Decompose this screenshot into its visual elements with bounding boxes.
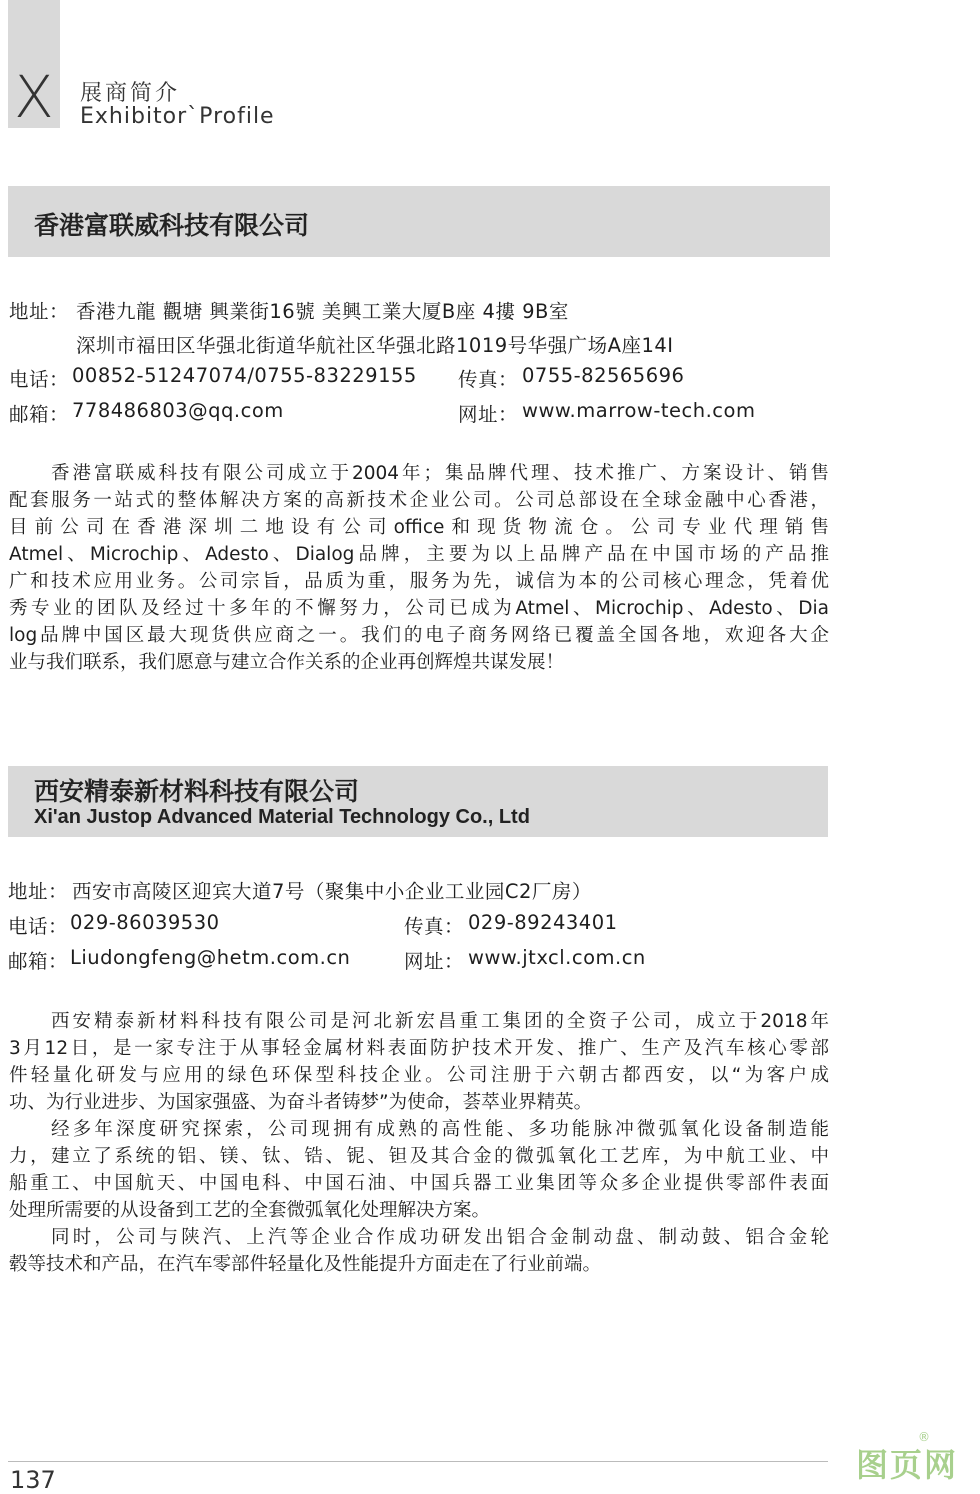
description-line: 处理所需要的从设备到工艺的全套微弧氧化处理解决方案。 [9, 1200, 491, 1221]
company1-email-label: 邮箱： [9, 403, 70, 426]
description-line: 力，建立了系统的铝、镁、钛、锆、铌、钽及其合金的微弧氧化工艺库，为中航工业、中 [9, 1146, 829, 1167]
section-title-cn: 展商简介 [80, 81, 181, 106]
company1-phone-label: 电话： [9, 368, 70, 391]
registered-mark: ® [918, 1430, 930, 1444]
company1-address-1: 香港九龍 觀塘 興業街16號 美興工業大厦B座 4摟 9B室 [76, 300, 569, 323]
description-line: 香港富联威科技有限公司成立于2004年；集品牌代理、技术推广、方案设计、销售 [51, 463, 829, 484]
footer-divider [8, 1461, 828, 1462]
company2-email[interactable]: Liudongfeng@hetm.com.cn [70, 946, 351, 969]
description-line: 船重工、中国航天、中国电科、中国石油、中国兵器工业集团等众多企业提供零部件表面 [9, 1173, 829, 1194]
page-number: 137 [10, 1466, 56, 1494]
description-line: 毂等技术和产品，在汽车零部件轻量化及性能提升方面走在了行业前端。 [9, 1254, 602, 1275]
company1-fax-label: 传真： [458, 368, 519, 391]
company2-fax: 029-89243401 [468, 911, 618, 934]
company2-address: 西安市高陵区迎宾大道7号（聚集中小企业工业园C2厂房） [72, 880, 592, 903]
description-line: 3月12日，是一家专注于从事轻金属材料表面防护技术开发、推广、生产及汽车核心零部 [9, 1038, 829, 1059]
description-line: 广和技术应用业务。公司宗旨，品质为重，服务为先，诚信为本的公司核心理念，凭着优 [9, 571, 829, 592]
company2-banner [8, 766, 828, 837]
description-line: 功、为行业进步、为国家强盛、为奋斗者铸梦”为使命，荟萃业界精英。 [9, 1092, 593, 1113]
description-line: Atmel、Microchip、Adesto、Dialog品牌，主要为以上品牌产品在中国市场的产品推 [9, 544, 829, 565]
description-line: 业与我们联系，我们愿意与建立合作关系的企业再创辉煌共谋发展！ [9, 652, 565, 673]
company1-address-label: 地址： [9, 300, 70, 323]
description-line: log品牌中国区最大现货供应商之一。我们的电子商务网络已覆盖全国各地，欢迎各大企 [9, 625, 829, 646]
watermark-logo: 图页网 [856, 1446, 959, 1484]
description-line: 件轻量化研发与应用的绿色环保型科技企业。公司注册于六朝古都西安，以“为客户成 [9, 1065, 829, 1086]
description-line: 目前公司在香港深圳二地设有公司office和现货物流仓。公司专业代理销售 [9, 517, 829, 538]
company1-email[interactable]: 778486803@qq.com [72, 399, 284, 422]
company1-fax: 0755-82565696 [522, 364, 685, 387]
company1-name: 香港富联威科技有限公司 [34, 211, 310, 240]
company1-web-label: 网址： [458, 403, 519, 426]
company2-name-en: Xi'an Justop Advanced Material Technology Co., Ltd [34, 806, 530, 828]
description-line: 配套服务一站式的整体解决方案的高新技术企业公司。公司总部设在全球金融中心香港， [9, 490, 829, 511]
section-title-en: Exhibitor`Profile [80, 104, 275, 129]
description-line: 经多年深度研究探索，公司现拥有成熟的高性能、多功能脉冲微弧氧化设备制造能 [51, 1119, 829, 1140]
company1-website[interactable]: www.marrow-tech.com [522, 399, 756, 422]
description-line: 西安精泰新材料科技有限公司是河北新宏昌重工集团的全资子公司，成立于2018年 [51, 1011, 829, 1032]
company2-fax-label: 传真： [404, 915, 465, 938]
company2-name: 西安精泰新材料科技有限公司 [34, 777, 360, 806]
company2-website[interactable]: www.jtxcl.com.cn [468, 946, 646, 969]
description-line: 同时，公司与陕汽、上汽等企业合作成功研发出铝合金制动盘、制动鼓、铝合金轮 [51, 1227, 829, 1248]
company2-email-label: 邮箱： [8, 950, 69, 973]
company1-phone: 00852-51247074/0755-83229155 [72, 364, 417, 387]
description-line: 秀专业的团队及经过十多年的不懈努力，公司已成为Atmel、Microchip、Adesto、Dia [9, 598, 829, 619]
company2-phone-label: 电话： [8, 915, 69, 938]
company1-banner [8, 186, 830, 257]
company2-phone: 029-86039530 [70, 911, 220, 934]
company1-address-2: 深圳市福田区华强北街道华航社区华强北路1019号华强广场A座14I [76, 334, 674, 357]
section-letter: X [14, 63, 54, 131]
company2-web-label: 网址： [404, 950, 465, 973]
company2-address-label: 地址： [8, 880, 69, 903]
